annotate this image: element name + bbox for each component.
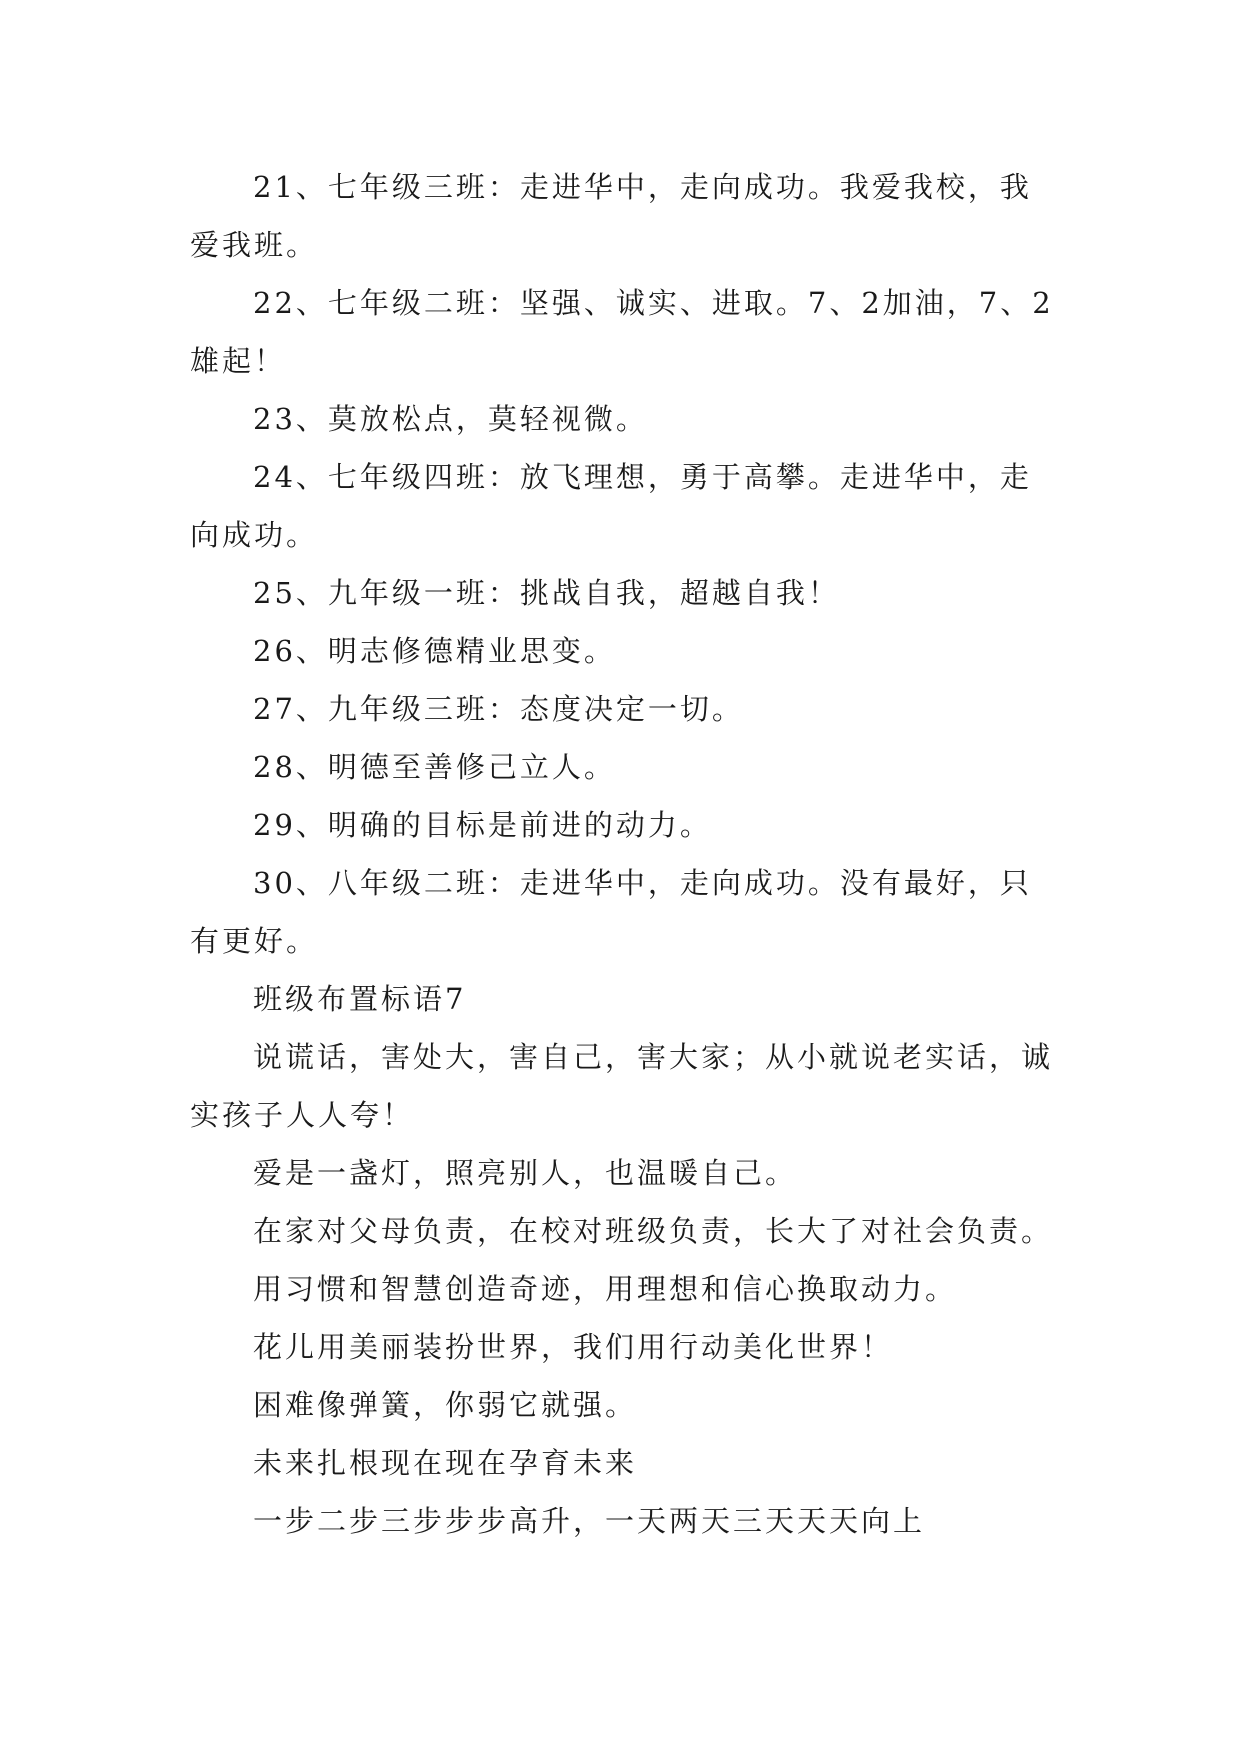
- slogan-paragraph: 21、七年级三班：走进华中，走向成功。我爱我校，我爱我班。: [190, 170, 1032, 262]
- slogan-paragraph: 23、莫放松点，莫轻视微。: [253, 402, 648, 436]
- section-slogan: 爱是一盏灯，照亮别人，也温暖自己。: [253, 1156, 798, 1190]
- section-slogan: 说谎话，害处大，害自己，害大家；从小就说老实话，诚实孩子人人夸！: [190, 1040, 1054, 1132]
- section-heading: 班级布置标语7: [253, 982, 467, 1016]
- slogan-paragraph: 29、明确的目标是前进的动力。: [253, 808, 712, 842]
- section-slogan: 在家对父母负责，在校对班级负责，长大了对社会负责。: [253, 1214, 1054, 1248]
- section-slogan: 用习惯和智慧创造奇迹，用理想和信心换取动力。: [253, 1272, 958, 1306]
- slogan-paragraph: 22、七年级二班：坚强、诚实、进取。7、2加油，7、2雄起！: [190, 286, 1054, 378]
- slogan-paragraph: 30、八年级二班：走进华中，走向成功。没有最好，只有更好。: [190, 866, 1032, 958]
- document-body: [190, 158, 1060, 1550]
- slogan-paragraph: 27、九年级三班：态度决定一切。: [253, 692, 744, 726]
- slogan-paragraph: 24、七年级四班：放飞理想，勇于高攀。走进华中，走向成功。: [190, 460, 1032, 552]
- slogan-paragraph: 26、明志修德精业思变。: [253, 634, 616, 668]
- slogan-paragraph: 25、九年级一班：挑战自我，超越自我！: [253, 576, 840, 610]
- section-slogan: 一步二步三步步步高升，一天两天三天天天向上: [253, 1504, 926, 1538]
- slogan-paragraph: 28、明德至善修己立人。: [253, 750, 616, 784]
- section-slogan: 花儿用美丽装扮世界，我们用行动美化世界！: [253, 1330, 894, 1364]
- section-slogan: 困难像弹簧，你弱它就强。: [253, 1388, 638, 1422]
- section-slogan: 未来扎根现在现在孕育未来: [253, 1446, 638, 1480]
